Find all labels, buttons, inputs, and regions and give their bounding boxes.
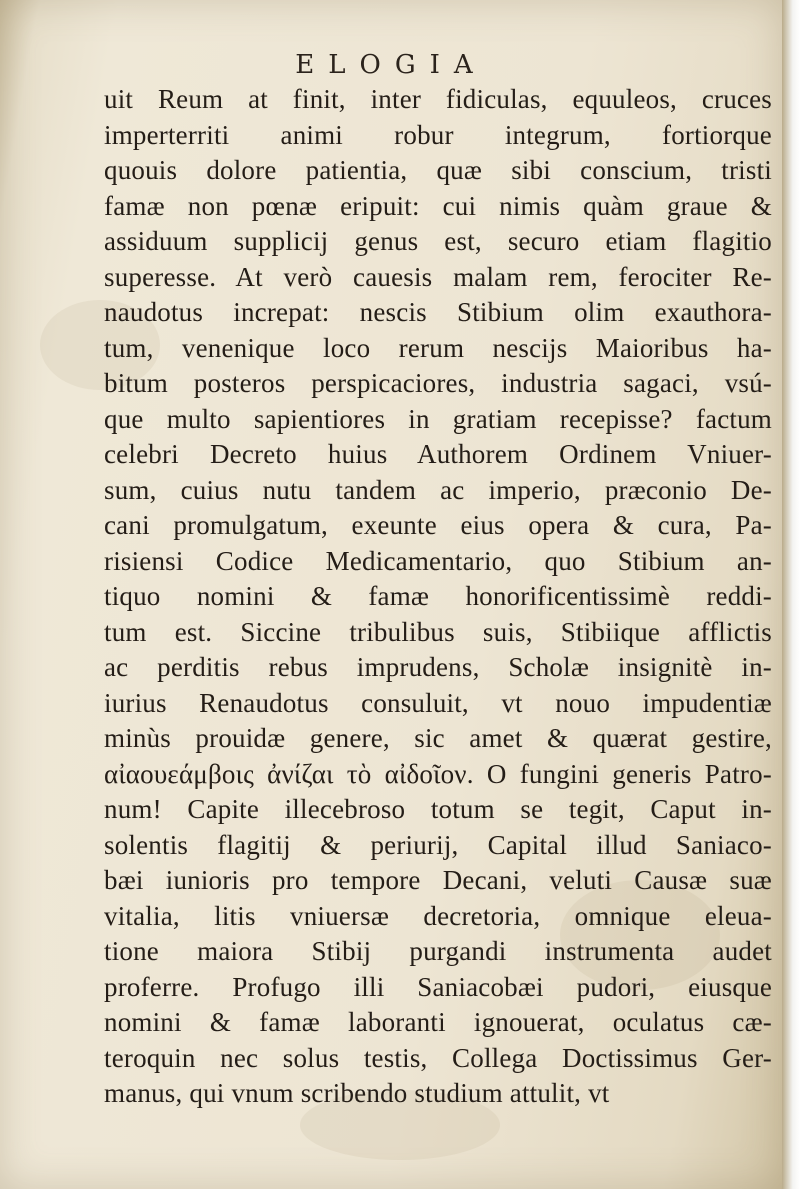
text-line: manus, qui vnum scribendo studium attulit, vt [104,1078,610,1108]
text-line: nomini & famæ laboranti ignouerat, oculatus cæ- [104,1007,772,1037]
text-line: risiensi Codice Medicamentario, quo Stibium an- [104,545,772,576]
text-line: iurius Renaudotus consuluit, vt nouo impudentiæ [104,687,772,718]
text-line: teroquin nec solus testis, Collega Doctissimus Ger- [104,1042,772,1073]
text-line: naudotus increpat: nescis Stibium olim exauthora- [104,297,772,327]
text-line: cani promulgatum, exeunte eius opera & cura, Pa- [104,510,772,540]
text-line: minùs prouidæ genere, sic amet & quærat gestire, [104,723,772,753]
text-line: assiduum supplicij genus est, securo etiam flagitio [104,226,772,256]
text-line: tione maiora Stibij purgandi instrumenta audet [104,936,772,966]
page-edge-margin [782,0,800,1189]
text-line: imperterriti animi robur integrum, fortiorque [104,119,772,150]
text-line: vitalia, litis vniuersæ decretoria, omnique eleua- [104,900,772,931]
text-line: uit Reum at finit, inter fidiculas, equuleos, cruces [104,84,772,114]
text-line: famæ non pœnæ eripuit: cui nimis quàm graue & [104,190,772,221]
text-line: sum, cuius nutu tandem ac imperio, præconio De- [104,474,772,505]
text-line: celebri Decreto huius Authorem Ordinem Vniuer- [104,439,772,469]
text-line: proferre. Profugo illi Saniacobæi pudori, eiusque [104,971,772,1002]
text-line: quouis dolore patientia, quæ sibi conscium, tristi [104,155,772,185]
text-line: αἰαουεάμβοις ἀνίζαι τὸ αἰδοῖον. O fungini generis Patro- [104,758,772,789]
text-line: bitum posteros perspicaciores, industria sagaci, vsú- [104,368,772,398]
text-line: que multo sapientiores in gratiam recepisse? factum [104,403,772,434]
body-text [104,82,772,1112]
text-line: solentis flagitij & periurij, Capital illud Saniaco- [104,829,772,860]
text-line: tum, venenique loco rerum nescijs Maioribus ha- [104,332,772,363]
running-head: ELOGIA [295,50,487,80]
text-line: num! Capite illecebroso totum se tegit, Caput in- [104,794,772,824]
text-line: ac perditis rebus imprudens, Scholæ insignitè in- [104,652,772,682]
text-line: superesse. At verò cauesis malam rem, ferociter Re- [104,261,772,292]
text-line: bæi iunioris pro tempore Decani, veluti Causæ suæ [104,865,772,895]
text-line: tum est. Siccine tribulibus suis, Stibiique afflictis [104,616,772,647]
text-line: tiquo nomini & famæ honorificentissimè reddi- [104,581,772,611]
